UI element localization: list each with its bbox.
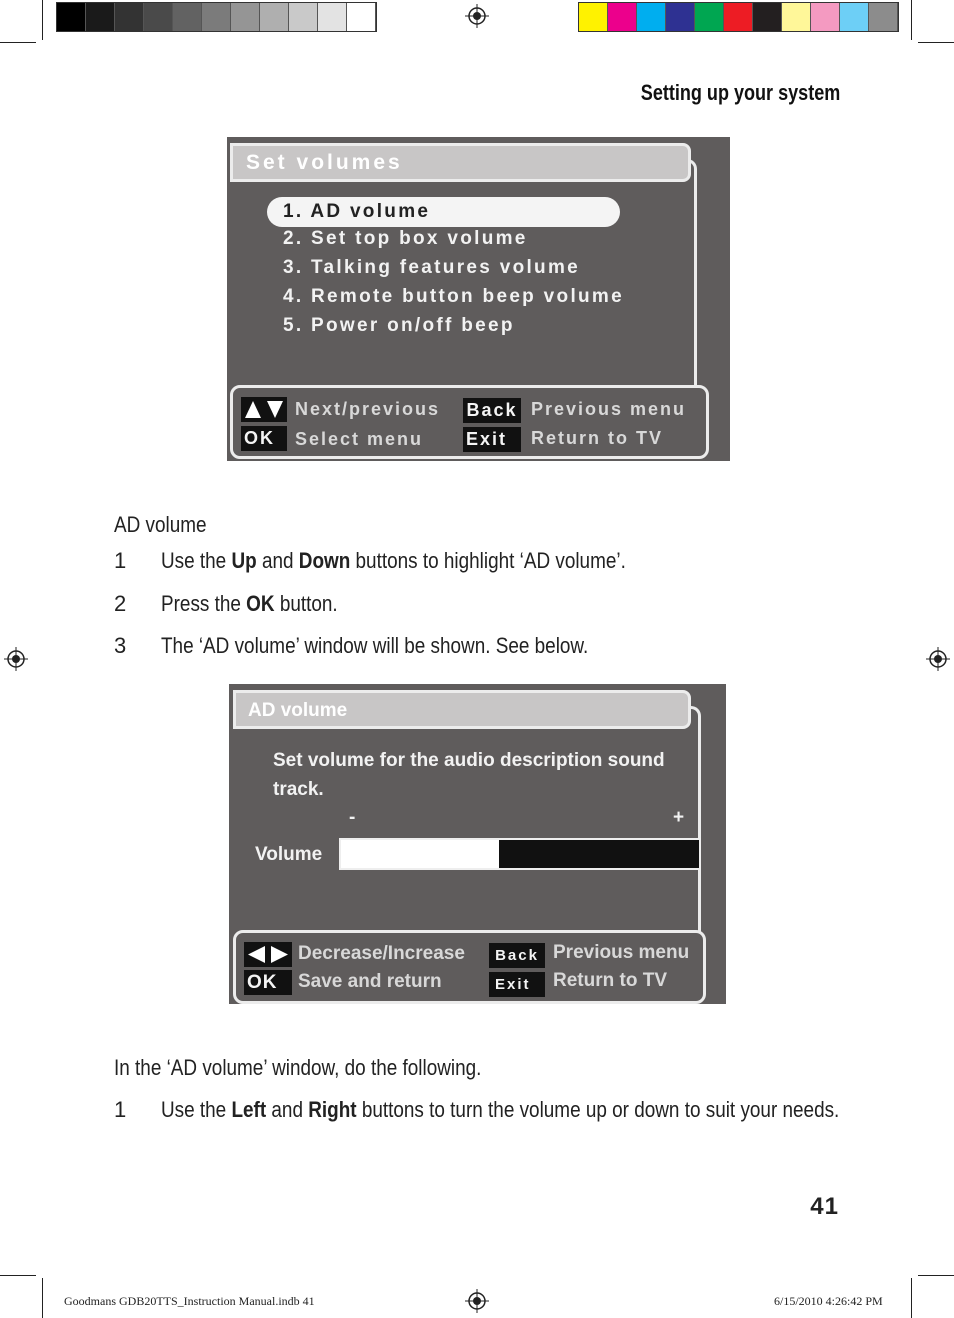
menu-item-power-on-off-beep[interactable]: 5. Power on/off beep (283, 315, 515, 336)
save-and-return-label: Save and return (298, 971, 442, 992)
screen-title: AD volume (248, 700, 348, 721)
description-line: track. (273, 779, 324, 800)
ok-key: OK (241, 426, 287, 451)
exit-key: Exit (463, 427, 521, 452)
set-volumes-screen (227, 137, 730, 461)
gray-swatch (318, 3, 347, 31)
down-arrow-icon (266, 400, 284, 419)
slug-file-name: Goodmans GDB20TTS_Instruction Manual.indb 41 (64, 1294, 315, 1308)
crop-mark (42, 1278, 43, 1318)
select-menu-label: Select menu (295, 429, 424, 449)
menu-item-talking-features-volume[interactable]: 3. Talking features volume (283, 257, 581, 278)
minus-sign: - (349, 807, 356, 828)
return-to-tv-label: Return to TV (553, 970, 667, 991)
gray-swatch (144, 3, 173, 31)
gray-swatch (347, 3, 376, 31)
color-swatch (840, 3, 869, 31)
color-swatch (724, 3, 753, 31)
color-swatch (579, 3, 608, 31)
crop-mark (911, 0, 912, 40)
screen-title-tab (233, 690, 691, 729)
plus-sign: + (673, 807, 685, 828)
back-key: Back (463, 398, 521, 423)
ad-volume-screen (229, 684, 726, 1004)
decrease-increase-label: Decrease/Increase (298, 943, 465, 964)
gray-swatch (289, 3, 318, 31)
step-text: Press the OK button. (161, 591, 338, 616)
gray-swatch (260, 3, 289, 31)
step-number: 1 (114, 548, 127, 573)
registration-mark-icon (465, 1289, 489, 1313)
crop-mark (0, 1275, 36, 1276)
color-swatch (782, 3, 811, 31)
ok-key: OK (244, 970, 292, 995)
registration-mark-icon (465, 4, 489, 28)
left-arrow-icon (247, 945, 266, 964)
color-swatch (811, 3, 840, 31)
menu-item-remote-button-beep-volume[interactable]: 4. Remote button beep volume (283, 286, 624, 307)
step-text: Use the Left and Right buttons to turn the volume up or down to suit your needs. (161, 1097, 840, 1122)
up-arrow-icon (244, 400, 262, 419)
step-number: 2 (114, 591, 127, 616)
color-swatch (666, 3, 695, 31)
left-right-key (244, 942, 292, 967)
process-color-bar (578, 2, 899, 32)
step-number: 1 (114, 1097, 127, 1122)
key-help-footer (230, 385, 709, 459)
color-swatch (753, 3, 782, 31)
section-heading: AD volume (114, 512, 207, 537)
grayscale-color-bar (56, 2, 377, 32)
page-number: 41 (810, 1193, 839, 1220)
next-previous-label: Next/previous (295, 399, 441, 419)
registration-mark-icon (4, 647, 28, 671)
up-down-key (241, 397, 287, 422)
instructions-intro: In the ‘AD volume’ window, do the following. (114, 1055, 482, 1080)
step-text: Use the Up and Down buttons to highlight ‘AD volume’. (161, 548, 626, 573)
volume-slider[interactable] (339, 838, 701, 870)
color-swatch (695, 3, 724, 31)
color-swatch (869, 3, 898, 31)
screen-title: Set volumes (246, 151, 403, 174)
description-line: Set volume for the audio description sound (273, 750, 665, 771)
gray-swatch (86, 3, 115, 31)
color-swatch (608, 3, 637, 31)
volume-label: Volume (255, 844, 323, 865)
color-swatch (637, 3, 666, 31)
step-number: 3 (114, 633, 127, 658)
right-arrow-icon (270, 945, 289, 964)
gray-swatch (231, 3, 260, 31)
crop-mark (0, 42, 36, 43)
menu-item-ad-volume[interactable]: 1. AD volume (267, 197, 620, 227)
menu-item-set-top-box-volume[interactable]: 2. Set top box volume (283, 228, 528, 249)
registration-mark-icon (926, 647, 950, 671)
gray-swatch (202, 3, 231, 31)
back-key: Back (489, 943, 545, 968)
return-to-tv-label: Return to TV (531, 428, 663, 448)
crop-mark (42, 0, 43, 40)
gray-swatch (57, 3, 86, 31)
screen-title-tab (230, 143, 691, 182)
crop-mark (918, 1275, 954, 1276)
gray-swatch (115, 3, 144, 31)
crop-mark (918, 42, 954, 43)
volume-slider-fill (341, 840, 499, 868)
crop-mark (911, 1278, 912, 1318)
slug-date: 6/15/2010 4:26:42 PM (774, 1294, 883, 1308)
previous-menu-label: Previous menu (531, 399, 687, 419)
key-help-footer (233, 930, 706, 1004)
step-text: The ‘AD volume’ window will be shown. See below. (161, 633, 589, 658)
previous-menu-label: Previous menu (553, 942, 690, 963)
section-title: Setting up your system (640, 80, 840, 105)
exit-key: Exit (489, 972, 545, 997)
gray-swatch (173, 3, 202, 31)
